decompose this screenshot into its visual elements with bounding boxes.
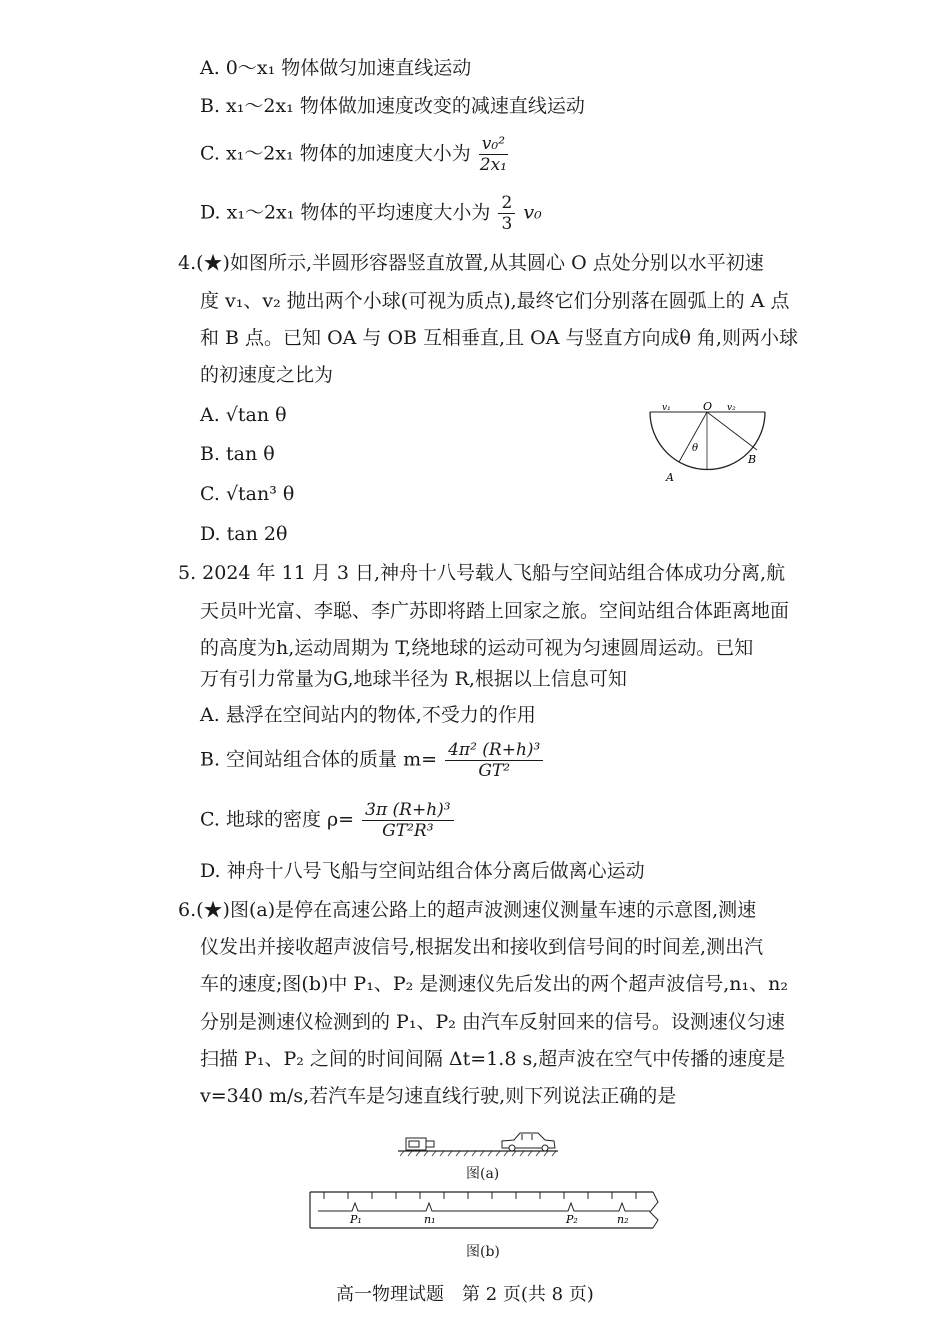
q5-stem-line-4: 万有引力常量为G,地球半径为 R,根据以上信息可知 — [200, 668, 627, 690]
q4-line-oa — [679, 412, 707, 462]
q4-option-a: A. √tan θ — [200, 404, 287, 426]
q4-label-v1: v₁ — [662, 403, 671, 413]
q4-option-d: D. tan 2θ — [200, 523, 288, 545]
q5-stem-line-2: 天员叶光富、李聪、李广苏即将踏上回家之旅。空间站组合体距离地面 — [200, 600, 790, 622]
q3-option-c-denominator: 2x₁ — [479, 155, 507, 175]
q5-option-c — [200, 800, 456, 841]
q5-option-b-fraction — [445, 740, 543, 781]
q3-option-c-numerator: v₀² — [479, 134, 508, 155]
q4-line-ob — [707, 412, 757, 450]
q3-option-a: A. 0～x₁ 物体做匀加速直线运动 — [200, 57, 472, 79]
q3-option-d-numerator: 2 — [498, 193, 515, 214]
road-hatching — [400, 1151, 556, 1156]
q5-stem-line-3: 的高度为h,运动周期为 T,绕地球的运动可视为匀速圆周运动。已知 — [200, 637, 754, 659]
q5-option-c-denominator: GT²R³ — [382, 821, 434, 841]
q3-option-c-text: C. x₁～2x₁ 物体的加速度大小为 — [200, 142, 471, 165]
label-n1: n₁ — [424, 1213, 436, 1226]
q4-label-a: A — [666, 471, 674, 484]
signal-trace — [318, 1203, 650, 1211]
q5-option-c-numerator: 3π (R+h)³ — [362, 800, 453, 821]
q6-stem-line-2: 仪发出并接收超声波信号,根据发出和接收到信号间的时间差,测出汽 — [200, 936, 764, 958]
q4-option-b: B. tan θ — [200, 443, 275, 465]
q3-option-d-text: D. x₁～2x₁ 物体的平均速度大小为 — [200, 201, 491, 224]
q5-option-a: A. 悬浮在空间站内的物体,不受力的作用 — [200, 704, 536, 726]
car-icon — [502, 1133, 555, 1151]
q3-option-d-fraction — [498, 193, 515, 234]
q5-option-b-denominator: GT² — [478, 761, 511, 781]
label-p2: P₂ — [566, 1213, 578, 1226]
q5-option-c-fraction — [362, 800, 453, 841]
q4-label-o: O — [703, 400, 713, 413]
q4-label-v2: v₂ — [727, 403, 736, 413]
q4-option-c: C. √tan³ θ — [200, 483, 295, 505]
label-p1: P₁ — [350, 1213, 362, 1226]
q5-stem-line-1: 5. 2024 年 11 月 3 日,神舟十八号载人飞船与空间站组合体成功分离,航 — [178, 562, 786, 584]
q4-stem-line-1: 4.(★)如图所示,半圆形容器竖直放置,从其圆心 O 点处分别以水平初速 — [178, 252, 764, 274]
q6-stem-line-6: v=340 m/s,若汽车是匀速直线行驶,则下列说法正确的是 — [200, 1085, 677, 1107]
q6-figure-a-caption: 图(a) — [466, 1166, 500, 1182]
q4-semicircle-figure — [640, 400, 780, 500]
q6-stem-line-1: 6.(★)图(a)是停在高速公路上的超声波测速仪测量车速的示意图,测速 — [178, 899, 757, 921]
q3-option-d — [200, 193, 542, 234]
scale-ticks — [324, 1192, 636, 1199]
q3-option-d-tail: v₀ — [523, 201, 542, 224]
q6-figure-b-caption: 图(b) — [466, 1244, 500, 1260]
scale-break-edge — [650, 1192, 658, 1228]
q4-stem-line-4: 的初速度之比为 — [200, 364, 334, 386]
q5-option-b-text: B. 空间站组合体的质量 m= — [200, 748, 438, 771]
q4-label-b: B — [748, 453, 757, 466]
q3-option-d-denominator: 3 — [501, 214, 513, 234]
q6-stem-line-3: 车的速度;图(b)中 P₁、P₂ 是测速仪先后发出的两个超声波信号,n₁、n₂ — [200, 973, 789, 995]
q6-stem-line-5: 扫描 P₁、P₂ 之间的时间间隔 Δt=1.8 s,超声波在空气中传播的速度是 — [200, 1048, 786, 1070]
q5-option-d: D. 神舟十八号飞船与空间站组合体分离后做离心运动 — [200, 860, 645, 882]
q3-option-b: B. x₁～2x₁ 物体做加速度改变的减速直线运动 — [200, 95, 585, 117]
speed-gun-icon — [406, 1138, 434, 1150]
q4-stem-line-3: 和 B 点。已知 OA 与 OB 互相垂直,且 OA 与竖直方向成θ 角,则两小球 — [200, 327, 798, 349]
q5-option-b — [200, 740, 545, 781]
page-footer: 高一物理试题 第 2 页(共 8 页) — [336, 1284, 594, 1305]
q3-option-c — [200, 134, 510, 175]
label-n2: n₂ — [617, 1213, 629, 1226]
q6-figure-b — [310, 1190, 660, 1234]
q6-figure-a — [398, 1124, 558, 1158]
q4-label-theta: θ — [692, 443, 699, 454]
q6-stem-line-4: 分别是测速仪检测到的 P₁、P₂ 由汽车反射回来的信号。设测速仪匀速 — [200, 1011, 785, 1033]
q3-option-c-fraction — [479, 134, 508, 175]
q5-option-b-numerator: 4π² (R+h)³ — [445, 740, 543, 761]
q4-stem-line-2: 度 v₁、v₂ 抛出两个小球(可视为质点),最终它们分别落在圆弧上的 A 点 — [200, 290, 790, 312]
q5-option-c-text: C. 地球的密度 ρ= — [200, 808, 355, 831]
